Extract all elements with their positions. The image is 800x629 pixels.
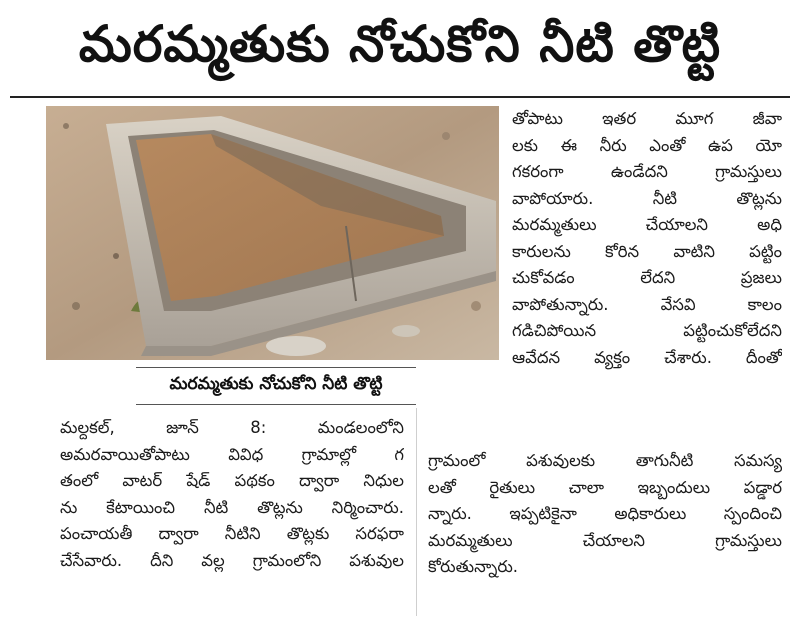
column-divider bbox=[416, 408, 417, 616]
headline-rule bbox=[10, 96, 790, 98]
photo-caption: మరమ్మతుకు నోచుకోని నీటి తొట్టి bbox=[169, 374, 383, 394]
text-line: గకరంగా ఉండేదని గ్రామస్తులు bbox=[512, 162, 782, 181]
caption-rule-bottom bbox=[136, 404, 416, 405]
text-line: అమరవాయితోపాటు వివిధ గ్రామాల్లో గ bbox=[60, 444, 404, 464]
water-trough-image bbox=[46, 106, 499, 360]
text-line: మల్దకల్, జూన్ 8: మండలంలోని bbox=[60, 418, 404, 437]
text-line: గడిచిపోయిన పట్టించుకోలేదని bbox=[512, 321, 782, 340]
text-line: లకు ఈ నీరు ఎంతో ఉప యో bbox=[512, 135, 782, 155]
text-line: వాపోయారు. నీటి తొట్లను bbox=[512, 188, 782, 208]
text-line: వాపోతున్నారు. వేసవి కాలం bbox=[512, 294, 782, 314]
text-line: కోరుతున్నారు. bbox=[428, 557, 519, 576]
text-line: చుకోవడం లేదని ప్రజలు bbox=[512, 268, 782, 287]
text-line: తోపాటు ఇతర మూగ జీవా bbox=[512, 109, 782, 128]
text-line: పంచాయతీ ద్వారా నీటిని తొట్లకు సరఫరా bbox=[60, 524, 404, 543]
caption-rule-top bbox=[136, 367, 416, 368]
text-line: మరమ్మతులు చేయాలని గ్రామస్తులు bbox=[428, 530, 782, 550]
bottom-right-text bbox=[428, 448, 782, 581]
text-line: లతో రైతులు చాలా ఇబ్బందులు పడ్డార bbox=[428, 477, 782, 497]
text-line: ఆవేదన వ్యక్తం చేశారు. దీంతో bbox=[512, 347, 782, 367]
text-line: న్నారు. ఇప్పటికైనా అధికారులు స్పందించి bbox=[428, 504, 782, 523]
text-line: ను కేటాయించి నీటి తొట్లను నిర్మించారు. bbox=[60, 497, 404, 517]
headline: మరమ్మతుకు నోచుకోని నీటి తొట్టి bbox=[78, 14, 722, 73]
right-column-text bbox=[512, 106, 782, 371]
left-column-text bbox=[60, 415, 404, 574]
text-line: చేసేవారు. దీని వల్ల గ్రామంలోని పశువుల bbox=[60, 550, 404, 570]
article-photo bbox=[46, 106, 499, 360]
text-line: తంలో వాటర్ షేడ్ పథకం ద్వారా నిధుల bbox=[60, 471, 404, 490]
text-line: మరమ్మతులు చేయాలని అధి bbox=[512, 215, 782, 234]
text-line: కారులను కోరిన వాటిని పట్టిం bbox=[512, 241, 782, 261]
text-line: గ్రామంలో పశువులకు తాగునీటి సమస్య bbox=[428, 451, 782, 470]
